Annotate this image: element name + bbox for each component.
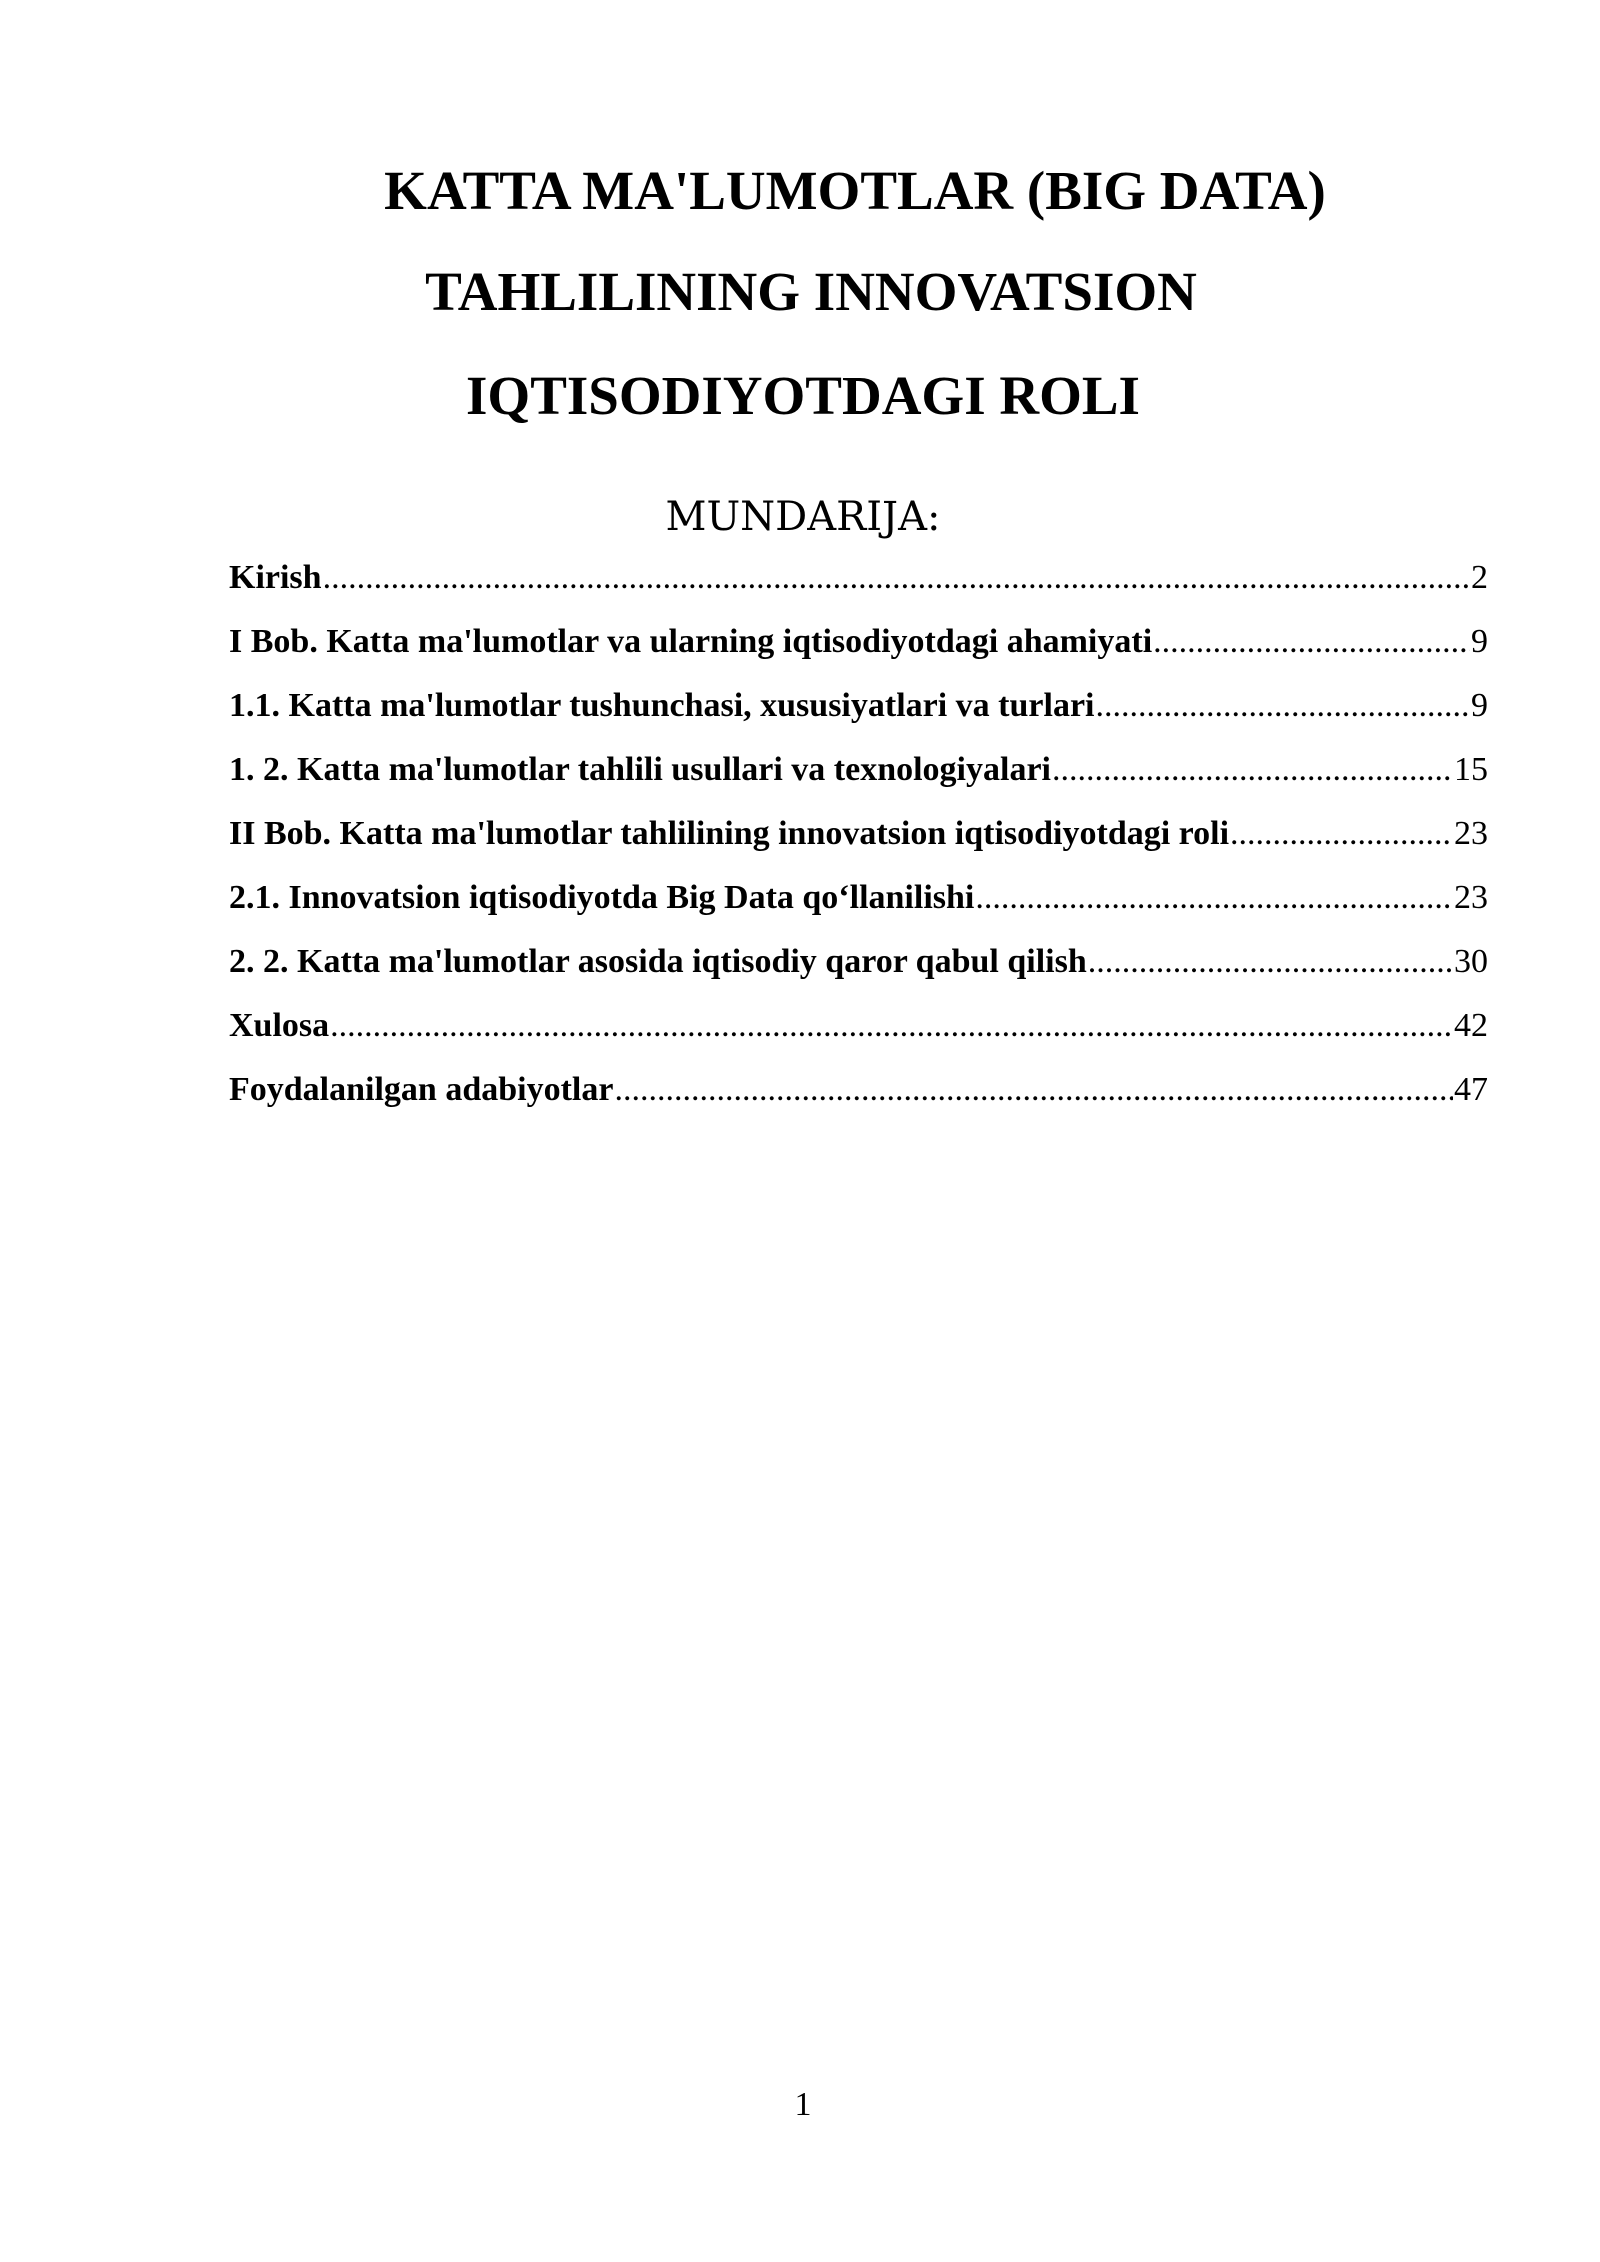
toc-entry-label: 2.1. Innovatsion iqtisodiyotda Big Data qo‘llanilishi bbox=[229, 879, 975, 916]
toc-dot-leader bbox=[1052, 748, 1453, 792]
toc-entry-page: 47 bbox=[1454, 1071, 1488, 1108]
toc-entry[interactable] bbox=[229, 1068, 1488, 1132]
toc-dot-leader bbox=[975, 876, 1453, 920]
toc-heading: MUNDARIJA: bbox=[665, 494, 941, 540]
toc-entry-label: Kirish bbox=[229, 559, 322, 596]
toc-dot-leader bbox=[323, 556, 1470, 600]
toc-entry-page: 30 bbox=[1454, 943, 1488, 980]
toc-entry-label: 2. 2. Katta ma'lumotlar asosida iqtisodiy qaror qabul qilish bbox=[229, 943, 1087, 980]
toc-entry[interactable] bbox=[229, 876, 1488, 940]
toc-entry-label: I Bob. Katta ma'lumotlar va ularning iqtisodiyotdagi ahamiyati bbox=[229, 623, 1153, 660]
toc-dot-leader bbox=[1088, 940, 1453, 984]
toc-dot-leader bbox=[1153, 620, 1470, 664]
toc-entry-page: 9 bbox=[1471, 623, 1488, 660]
document-title-line-3: IQTISODIYOTDAGI ROLI bbox=[466, 365, 1140, 426]
page-number: 1 bbox=[794, 2086, 812, 2123]
toc-dot-leader bbox=[1230, 812, 1453, 856]
toc-entry[interactable] bbox=[229, 812, 1488, 876]
toc-entry-label: 1.1. Katta ma'lumotlar tushunchasi, xususiyatlari va turlari bbox=[229, 687, 1095, 724]
toc-entry-label: Foydalanilgan adabiyotlar bbox=[229, 1071, 614, 1108]
toc-entry[interactable] bbox=[229, 1004, 1488, 1068]
toc-entry-page: 23 bbox=[1454, 879, 1488, 916]
toc-entry-page: 15 bbox=[1454, 751, 1488, 788]
toc-entry[interactable] bbox=[229, 748, 1488, 812]
toc-entry[interactable] bbox=[229, 684, 1488, 748]
document-title-line-1: KATTA MA'LUMOTLAR (BIG DATA) bbox=[384, 160, 1326, 221]
toc-entry-label: II Bob. Katta ma'lumotlar tahlilining innovatsion iqtisodiyotdagi roli bbox=[229, 815, 1230, 852]
toc-entry-page: 42 bbox=[1454, 1007, 1488, 1044]
toc-entry[interactable] bbox=[229, 940, 1488, 1004]
toc-entry-label: 1. 2. Katta ma'lumotlar tahlili usullari va texnologiyalari bbox=[229, 751, 1051, 788]
toc-entry-page: 23 bbox=[1454, 815, 1488, 852]
document-title-line-2: TAHLILINING INNOVATSION bbox=[425, 261, 1197, 322]
toc-entry[interactable] bbox=[229, 620, 1488, 684]
toc-entry-page: 9 bbox=[1471, 687, 1488, 724]
toc-dot-leader bbox=[330, 1004, 1453, 1048]
toc-dot-leader bbox=[1096, 684, 1471, 728]
toc-entry[interactable] bbox=[229, 556, 1488, 620]
toc-entry-label: Xulosa bbox=[229, 1007, 330, 1044]
toc-dot-leader bbox=[614, 1068, 1453, 1112]
toc-entry-page: 2 bbox=[1471, 559, 1488, 596]
table-of-contents bbox=[229, 556, 1488, 1132]
